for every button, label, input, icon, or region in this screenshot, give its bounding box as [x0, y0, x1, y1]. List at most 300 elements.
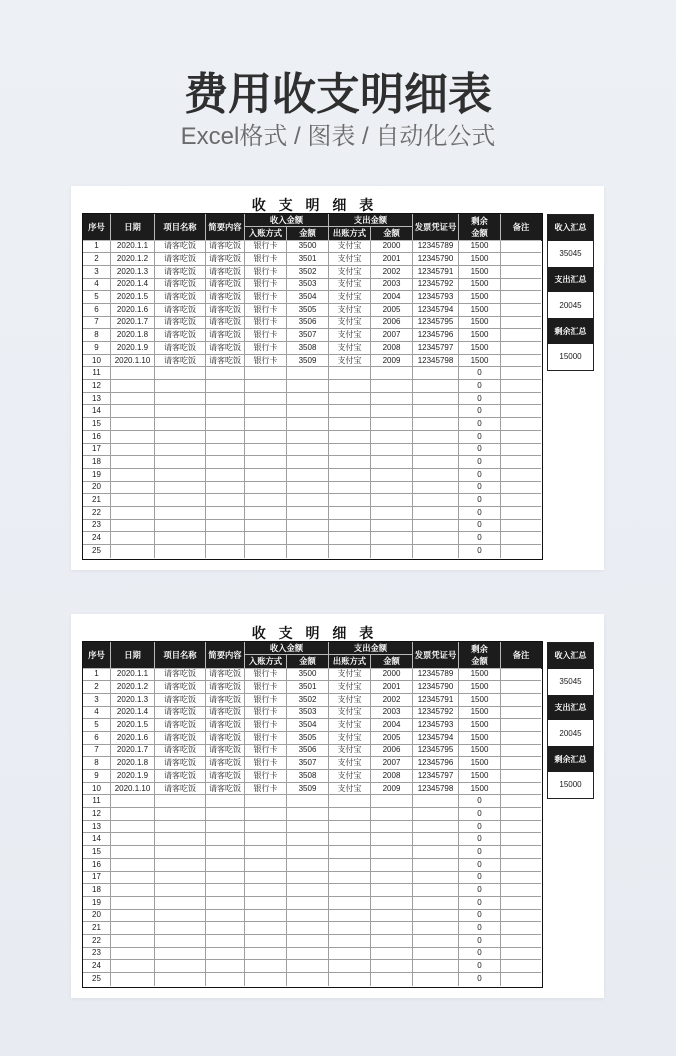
cell-summary: [206, 795, 245, 808]
cell-seq: 24: [83, 960, 111, 973]
cell-remaining-amount: 0: [459, 948, 501, 961]
cell-item-name: 请客吃饭: [155, 694, 206, 707]
cell-expense-amount: [371, 494, 413, 507]
cell-seq: 1: [83, 669, 111, 682]
table-row: [83, 507, 542, 520]
cell-remaining-amount: 0: [459, 469, 501, 482]
column-header-income-amount: 金额: [287, 227, 329, 240]
cell-seq: 5: [83, 719, 111, 732]
cell-remaining-amount: 1500: [459, 732, 501, 745]
cell-invoice-no: [413, 795, 459, 808]
cell-summary: [206, 897, 245, 910]
cell-note: [501, 770, 541, 783]
column-header-invoice-no: 发票凭证号: [413, 214, 459, 241]
cell-item-name: 请客吃饭: [155, 732, 206, 745]
cell-note: [501, 469, 541, 482]
table-row: [83, 545, 542, 558]
cell-note: [501, 367, 541, 380]
table-row: [83, 884, 542, 897]
cell-expense-method: [329, 431, 371, 444]
cell-income-amount: [287, 367, 329, 380]
table-row: [83, 355, 542, 368]
cell-income-method: 银行卡: [245, 355, 287, 368]
cell-summary: 请客吃饭: [206, 291, 245, 304]
column-header-remaining-amount: [459, 214, 501, 241]
remaining-total-value: 15000: [548, 344, 593, 370]
cell-date: 2020.1.9: [111, 770, 155, 783]
cell-seq: 12: [83, 380, 111, 393]
cell-date: [111, 405, 155, 418]
cell-remaining-amount: 1500: [459, 707, 501, 720]
cell-date: [111, 456, 155, 469]
cell-item-name: 请客吃饭: [155, 266, 206, 279]
cell-income-method: 银行卡: [245, 757, 287, 770]
cell-income-amount: 3507: [287, 329, 329, 342]
totals-panel: [547, 214, 594, 371]
cell-item-name: [155, 520, 206, 533]
table-row: [83, 266, 542, 279]
cell-item-name: 请客吃饭: [155, 757, 206, 770]
cell-remaining-amount: 0: [459, 808, 501, 821]
cell-income-method: 银行卡: [245, 342, 287, 355]
cell-item-name: [155, 380, 206, 393]
cell-date: [111, 872, 155, 885]
cell-invoice-no: [413, 456, 459, 469]
column-header-date: 日期: [111, 642, 155, 669]
sheet-preview-card: [71, 186, 604, 570]
cell-seq: 19: [83, 469, 111, 482]
cell-income-amount: 3509: [287, 783, 329, 796]
cell-summary: 请客吃饭: [206, 266, 245, 279]
cell-expense-method: 支付宝: [329, 732, 371, 745]
cell-date: [111, 897, 155, 910]
cell-income-amount: 3500: [287, 241, 329, 254]
income-total-value: 35045: [548, 669, 593, 695]
expense-total-value: 20045: [548, 720, 593, 746]
cell-income-amount: 3506: [287, 317, 329, 330]
cell-seq: 1: [83, 241, 111, 254]
cell-invoice-no: [413, 859, 459, 872]
cell-seq: 20: [83, 910, 111, 923]
column-header-remaining-label: 剩余金额: [471, 215, 488, 238]
cell-expense-amount: [371, 444, 413, 457]
cell-expense-amount: [371, 405, 413, 418]
cell-seq: 4: [83, 279, 111, 292]
cell-income-method: [245, 846, 287, 859]
cell-summary: 请客吃饭: [206, 719, 245, 732]
cell-invoice-no: 12345793: [413, 291, 459, 304]
cell-note: [501, 745, 541, 758]
cell-income-amount: 3508: [287, 342, 329, 355]
cell-item-name: [155, 808, 206, 821]
column-group-income: 收入金额: [245, 642, 329, 655]
cell-remaining-amount: 0: [459, 494, 501, 507]
cell-date: [111, 960, 155, 973]
cell-expense-method: [329, 405, 371, 418]
cell-seq: 16: [83, 859, 111, 872]
cell-note: [501, 482, 541, 495]
cell-remaining-amount: 1500: [459, 757, 501, 770]
cell-item-name: 请客吃饭: [155, 355, 206, 368]
cell-date: [111, 380, 155, 393]
table-row: [83, 719, 542, 732]
cell-item-name: [155, 393, 206, 406]
cell-expense-method: [329, 910, 371, 923]
cell-seq: 17: [83, 872, 111, 885]
cell-income-amount: [287, 960, 329, 973]
cell-income-amount: [287, 948, 329, 961]
cell-expense-amount: 2007: [371, 757, 413, 770]
cell-note: [501, 431, 541, 444]
cell-expense-amount: 2003: [371, 707, 413, 720]
cell-income-amount: [287, 418, 329, 431]
expense-total-value: 20045: [548, 292, 593, 318]
cell-item-name: [155, 545, 206, 558]
cell-invoice-no: 12345795: [413, 745, 459, 758]
table-row: [83, 859, 542, 872]
cell-remaining-amount: 1500: [459, 253, 501, 266]
cell-income-method: [245, 380, 287, 393]
cell-date: [111, 532, 155, 545]
cell-income-method: [245, 884, 287, 897]
cell-summary: 请客吃饭: [206, 681, 245, 694]
cell-seq: 8: [83, 329, 111, 342]
cell-remaining-amount: 1500: [459, 291, 501, 304]
cell-seq: 20: [83, 482, 111, 495]
cell-expense-method: 支付宝: [329, 253, 371, 266]
cell-remaining-amount: 0: [459, 532, 501, 545]
cell-invoice-no: [413, 910, 459, 923]
cell-invoice-no: 12345793: [413, 719, 459, 732]
cell-note: [501, 507, 541, 520]
cell-expense-amount: [371, 532, 413, 545]
cell-income-method: [245, 795, 287, 808]
cell-remaining-amount: 0: [459, 884, 501, 897]
cell-expense-amount: 2001: [371, 253, 413, 266]
cell-expense-method: [329, 935, 371, 948]
cell-invoice-no: [413, 846, 459, 859]
cell-note: [501, 380, 541, 393]
cell-invoice-no: [413, 418, 459, 431]
remaining-total-value: 15000: [548, 772, 593, 798]
cell-date: [111, 795, 155, 808]
cell-summary: [206, 482, 245, 495]
cell-income-method: [245, 532, 287, 545]
cell-seq: 10: [83, 355, 111, 368]
cell-date: [111, 418, 155, 431]
expense-total-label: 支出汇总: [548, 695, 593, 721]
page-title: 费用收支明细表: [184, 70, 492, 119]
cell-date: [111, 833, 155, 846]
cell-seq: 22: [83, 935, 111, 948]
cell-invoice-no: 12345797: [413, 770, 459, 783]
table-row: [83, 833, 542, 846]
cell-income-method: [245, 469, 287, 482]
cell-remaining-amount: 1500: [459, 241, 501, 254]
cell-summary: [206, 859, 245, 872]
cell-expense-method: [329, 418, 371, 431]
cell-income-method: [245, 431, 287, 444]
table-row: [83, 973, 542, 986]
cell-expense-amount: [371, 545, 413, 558]
cell-item-name: [155, 494, 206, 507]
cell-expense-method: [329, 393, 371, 406]
cell-income-amount: [287, 545, 329, 558]
cell-note: [501, 405, 541, 418]
cell-summary: [206, 405, 245, 418]
cell-income-amount: [287, 897, 329, 910]
cell-income-method: 银行卡: [245, 317, 287, 330]
cell-income-amount: [287, 846, 329, 859]
cell-invoice-no: [413, 469, 459, 482]
cell-summary: [206, 821, 245, 834]
cell-remaining-amount: 1500: [459, 694, 501, 707]
cell-expense-method: [329, 444, 371, 457]
column-header-item-name: 项目名称: [155, 642, 206, 669]
cell-expense-amount: [371, 884, 413, 897]
cell-expense-method: [329, 795, 371, 808]
cell-note: [501, 253, 541, 266]
cell-expense-method: 支付宝: [329, 770, 371, 783]
cell-income-method: [245, 960, 287, 973]
cell-invoice-no: 12345790: [413, 681, 459, 694]
cell-remaining-amount: 1500: [459, 304, 501, 317]
cell-summary: 请客吃饭: [206, 732, 245, 745]
cell-income-amount: [287, 884, 329, 897]
cell-date: [111, 393, 155, 406]
cell-note: [501, 833, 541, 846]
cell-item-name: 请客吃饭: [155, 253, 206, 266]
cell-date: [111, 494, 155, 507]
cell-expense-amount: [371, 935, 413, 948]
cell-income-amount: [287, 922, 329, 935]
table-body: [83, 241, 542, 558]
cell-income-amount: 3504: [287, 719, 329, 732]
cell-item-name: [155, 821, 206, 834]
cell-income-amount: [287, 808, 329, 821]
cell-income-amount: [287, 532, 329, 545]
cell-invoice-no: [413, 494, 459, 507]
cell-item-name: [155, 469, 206, 482]
cell-item-name: 请客吃饭: [155, 317, 206, 330]
cell-date: 2020.1.2: [111, 681, 155, 694]
table-row: [83, 757, 542, 770]
cell-summary: [206, 960, 245, 973]
cell-note: [501, 922, 541, 935]
cell-expense-amount: 2004: [371, 291, 413, 304]
cell-summary: [206, 973, 245, 986]
table-row: [83, 279, 542, 292]
cell-item-name: [155, 872, 206, 885]
cell-seq: 9: [83, 342, 111, 355]
cell-summary: [206, 418, 245, 431]
cell-expense-method: [329, 833, 371, 846]
cell-seq: 11: [83, 367, 111, 380]
column-header-summary: 简要内容: [206, 642, 245, 669]
cell-note: [501, 418, 541, 431]
cell-remaining-amount: 0: [459, 393, 501, 406]
cell-income-amount: [287, 469, 329, 482]
cell-expense-method: [329, 808, 371, 821]
cell-seq: 9: [83, 770, 111, 783]
cell-invoice-no: 12345792: [413, 279, 459, 292]
cell-date: 2020.1.4: [111, 279, 155, 292]
cell-seq: 8: [83, 757, 111, 770]
cell-expense-method: [329, 872, 371, 885]
table-row: [83, 532, 542, 545]
cell-income-method: [245, 859, 287, 872]
cell-summary: 请客吃饭: [206, 745, 245, 758]
cell-remaining-amount: 0: [459, 380, 501, 393]
table-row: [83, 482, 542, 495]
cell-date: [111, 821, 155, 834]
cell-item-name: 请客吃饭: [155, 279, 206, 292]
cell-remaining-amount: 0: [459, 507, 501, 520]
cell-expense-method: [329, 545, 371, 558]
cell-summary: [206, 456, 245, 469]
cell-expense-amount: 2002: [371, 694, 413, 707]
cell-seq: 3: [83, 266, 111, 279]
cell-summary: [206, 948, 245, 961]
cell-item-name: 请客吃饭: [155, 770, 206, 783]
cell-income-amount: 3506: [287, 745, 329, 758]
column-header-expense-amount: 金额: [371, 227, 413, 240]
cell-item-name: [155, 897, 206, 910]
cell-invoice-no: [413, 482, 459, 495]
cell-income-method: [245, 897, 287, 910]
cell-invoice-no: [413, 897, 459, 910]
cell-expense-method: 支付宝: [329, 304, 371, 317]
cell-income-amount: 3505: [287, 304, 329, 317]
table-row: [83, 520, 542, 533]
column-header-item-name: 项目名称: [155, 214, 206, 241]
cell-expense-amount: [371, 431, 413, 444]
cell-summary: [206, 444, 245, 457]
cell-item-name: [155, 922, 206, 935]
cell-note: [501, 456, 541, 469]
cell-date: 2020.1.1: [111, 241, 155, 254]
cell-item-name: [155, 482, 206, 495]
cell-invoice-no: [413, 821, 459, 834]
table-body: [83, 669, 542, 986]
cell-remaining-amount: 0: [459, 367, 501, 380]
cell-income-amount: 3502: [287, 266, 329, 279]
cell-income-amount: [287, 520, 329, 533]
cell-remaining-amount: 1500: [459, 681, 501, 694]
table-row: [83, 456, 542, 469]
table-row: [83, 897, 542, 910]
cell-income-amount: [287, 833, 329, 846]
table-row: [83, 770, 542, 783]
cell-income-method: 银行卡: [245, 279, 287, 292]
cell-note: [501, 532, 541, 545]
cell-income-method: 银行卡: [245, 291, 287, 304]
cell-income-amount: [287, 482, 329, 495]
cell-invoice-no: [413, 380, 459, 393]
cell-expense-method: 支付宝: [329, 279, 371, 292]
cell-remaining-amount: 0: [459, 405, 501, 418]
cell-date: 2020.1.7: [111, 745, 155, 758]
cell-income-amount: [287, 795, 329, 808]
cell-remaining-amount: 1500: [459, 669, 501, 682]
cell-remaining-amount: 0: [459, 859, 501, 872]
cell-income-amount: 3504: [287, 291, 329, 304]
cell-income-method: [245, 520, 287, 533]
cell-seq: 25: [83, 973, 111, 986]
cell-invoice-no: [413, 833, 459, 846]
cell-expense-method: [329, 973, 371, 986]
table-row: [83, 935, 542, 948]
cell-expense-method: 支付宝: [329, 783, 371, 796]
cell-income-amount: [287, 507, 329, 520]
cell-expense-method: [329, 884, 371, 897]
cell-item-name: [155, 884, 206, 897]
cell-expense-method: 支付宝: [329, 342, 371, 355]
cell-summary: [206, 833, 245, 846]
cell-note: [501, 444, 541, 457]
table-row: [83, 922, 542, 935]
table-header: [83, 642, 542, 669]
cell-seq: 14: [83, 405, 111, 418]
cell-income-method: [245, 367, 287, 380]
cell-income-method: [245, 482, 287, 495]
cell-summary: [206, 532, 245, 545]
cell-remaining-amount: 1500: [459, 342, 501, 355]
cell-seq: 12: [83, 808, 111, 821]
cell-remaining-amount: 1500: [459, 266, 501, 279]
cell-income-method: 银行卡: [245, 719, 287, 732]
cell-date: [111, 948, 155, 961]
table-row: [83, 681, 542, 694]
cell-seq: 13: [83, 821, 111, 834]
cell-invoice-no: [413, 935, 459, 948]
cell-note: [501, 757, 541, 770]
cell-summary: [206, 910, 245, 923]
cell-item-name: 请客吃饭: [155, 304, 206, 317]
cell-item-name: 请客吃饭: [155, 329, 206, 342]
table-row: [83, 291, 542, 304]
cell-expense-method: [329, 494, 371, 507]
table-row: [83, 317, 542, 330]
cell-summary: 请客吃饭: [206, 317, 245, 330]
cell-invoice-no: 12345789: [413, 241, 459, 254]
cell-remaining-amount: 0: [459, 545, 501, 558]
cell-seq: 21: [83, 494, 111, 507]
cell-seq: 6: [83, 304, 111, 317]
cell-expense-amount: [371, 833, 413, 846]
cell-expense-method: [329, 507, 371, 520]
cell-invoice-no: [413, 960, 459, 973]
column-header-seq: 序号: [83, 642, 111, 669]
cell-summary: 请客吃饭: [206, 355, 245, 368]
cell-seq: 23: [83, 948, 111, 961]
cell-remaining-amount: 1500: [459, 329, 501, 342]
cell-invoice-no: [413, 973, 459, 986]
table-row: [83, 469, 542, 482]
cell-expense-method: [329, 897, 371, 910]
cell-invoice-no: [413, 884, 459, 897]
cell-expense-method: 支付宝: [329, 681, 371, 694]
column-header-income-method: 入账方式: [245, 655, 287, 668]
table-row: [83, 910, 542, 923]
cell-seq: 22: [83, 507, 111, 520]
cell-seq: 21: [83, 922, 111, 935]
cell-date: 2020.1.5: [111, 719, 155, 732]
cell-summary: [206, 507, 245, 520]
cell-seq: 19: [83, 897, 111, 910]
cell-summary: 请客吃饭: [206, 342, 245, 355]
cell-note: [501, 393, 541, 406]
